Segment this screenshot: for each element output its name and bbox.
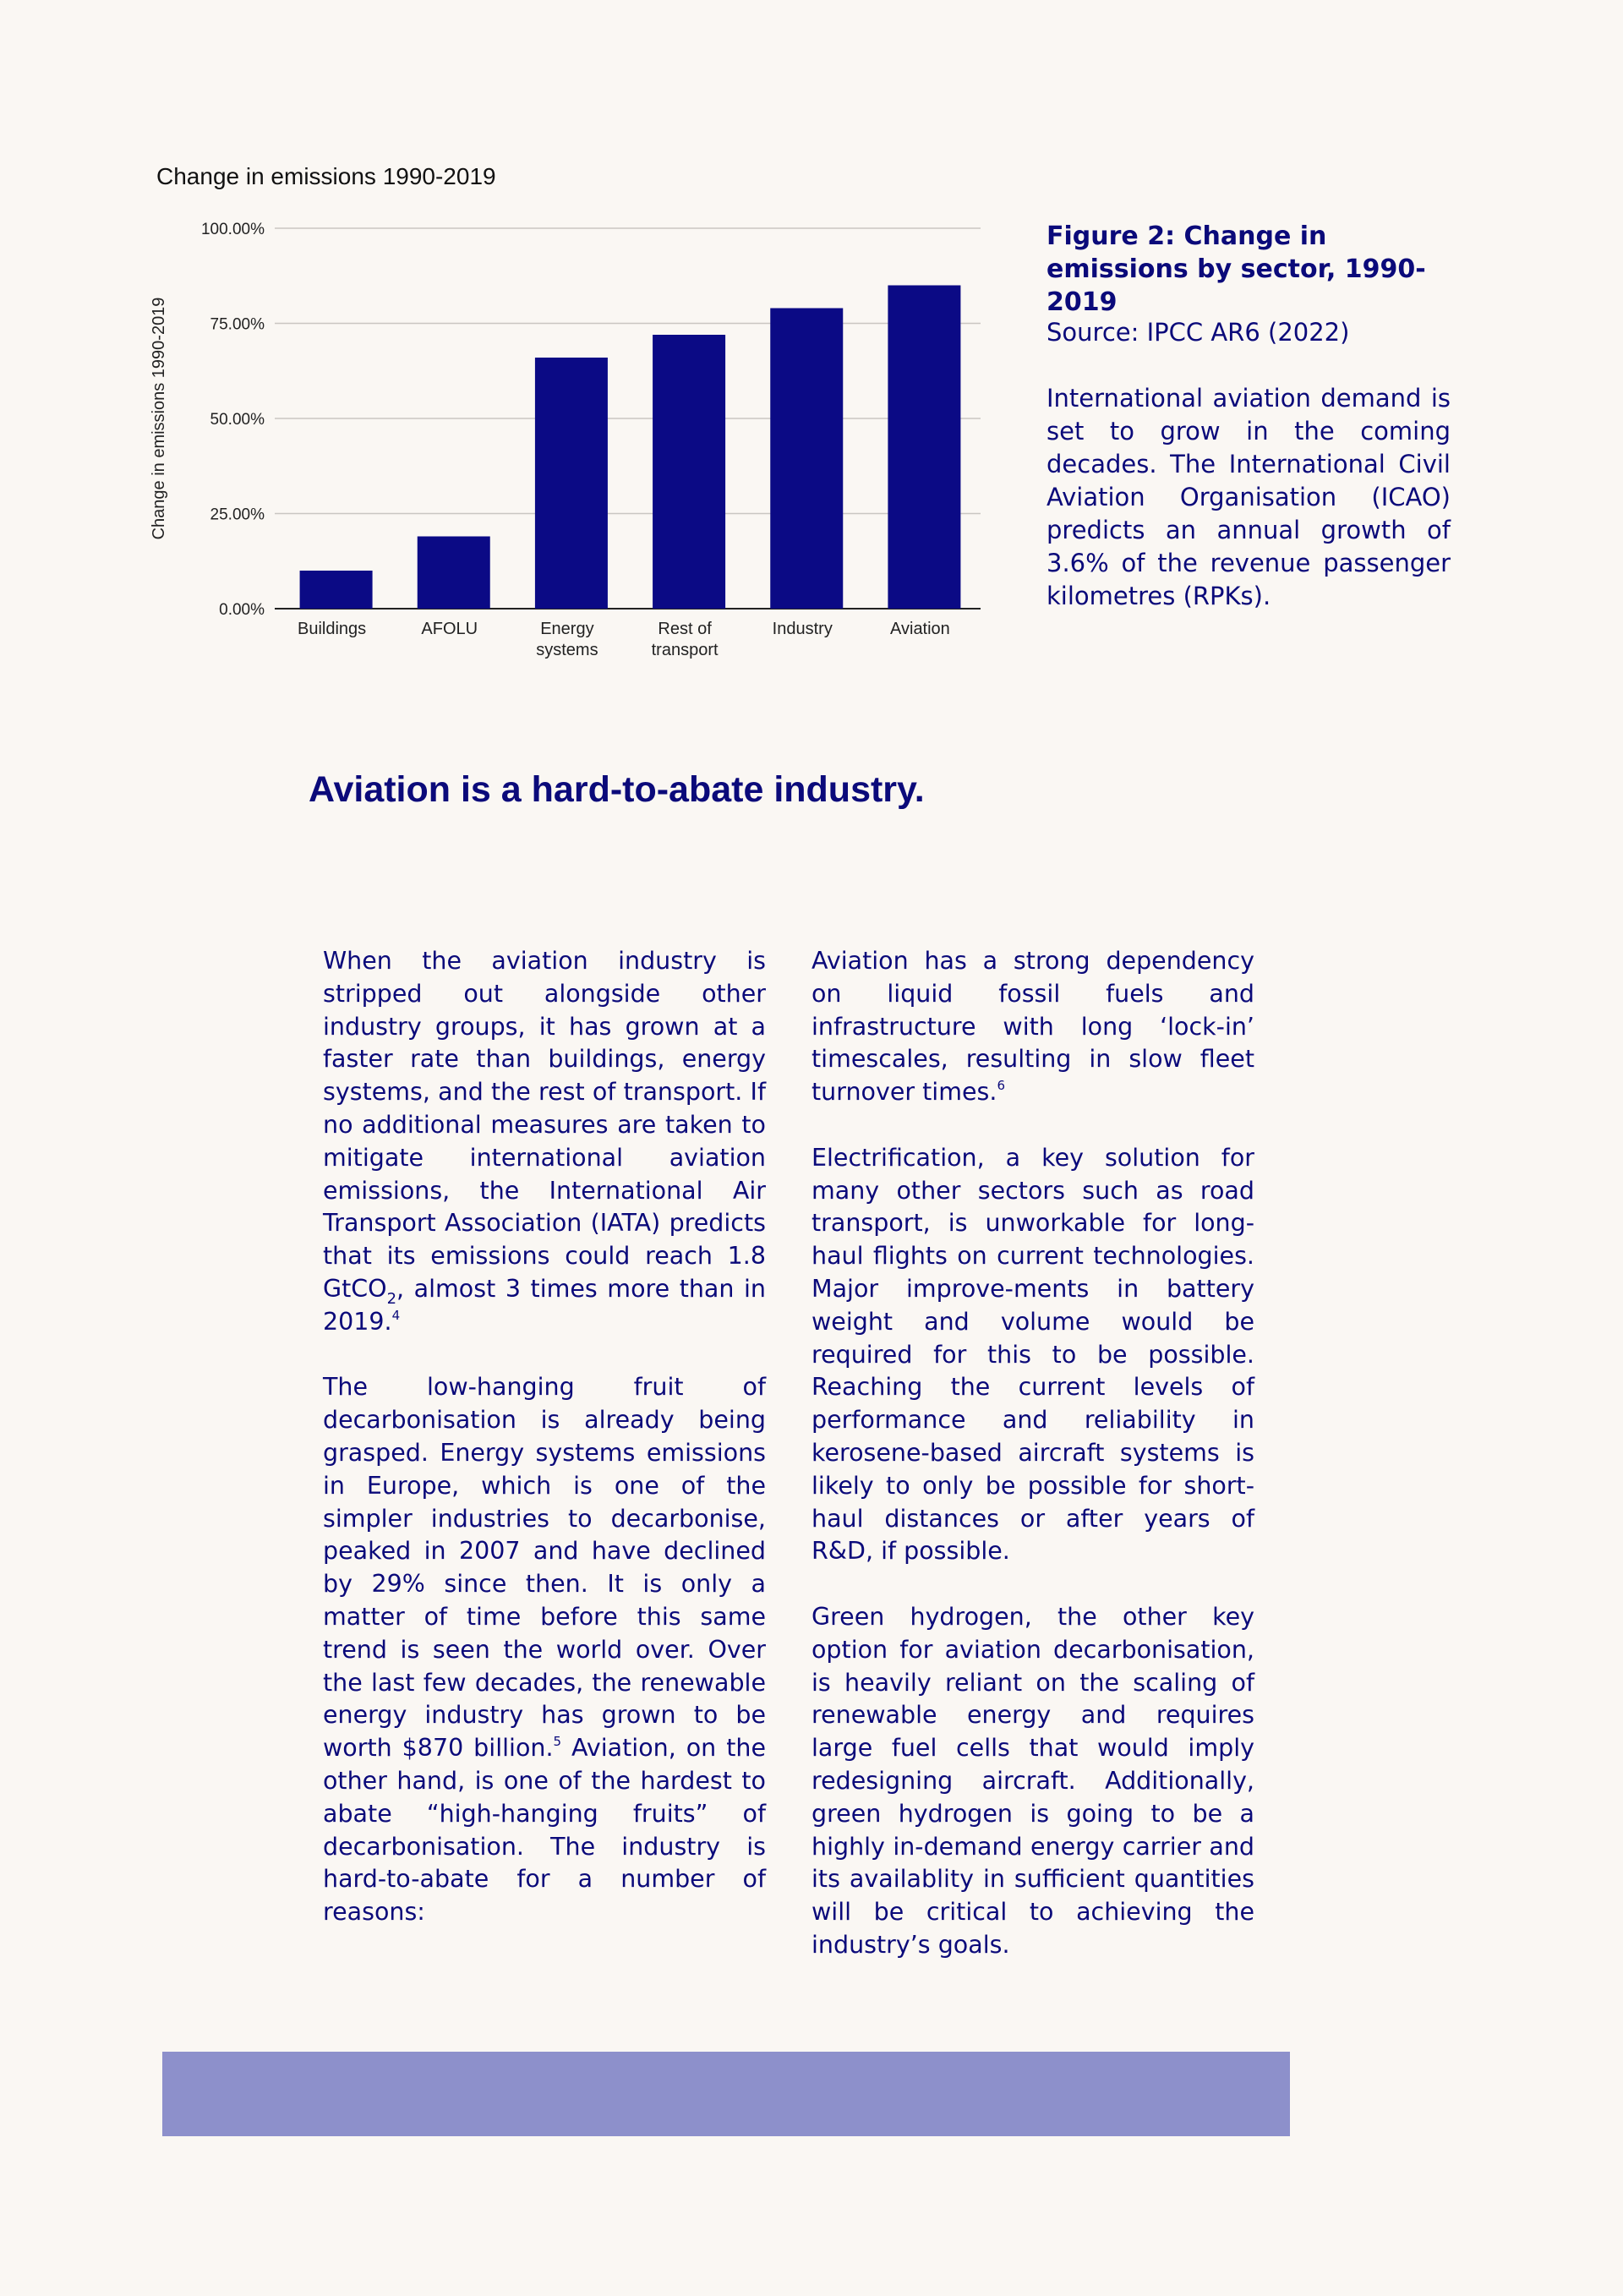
bar [535,358,608,609]
x-tick-label: Rest of [658,620,712,638]
figure-source: Source: IPCC AR6 (2022) [1046,318,1350,347]
y-tick-label: 50.00% [210,411,265,429]
x-tick-label: Buildings [297,620,367,638]
emissions-bar-chart [148,203,1002,676]
footnote-ref: 6 [997,1078,1005,1094]
x-tick-label: Aviation [890,620,950,638]
y-tick-label: 25.00% [210,506,265,524]
y-axis-label: Change in emissions 1990-2019 [150,297,168,540]
figure-caption: Figure 2: Change in emissions by sector, 1990-2019 [1046,221,1426,317]
x-tick-label: Industry [772,620,833,638]
x-tick-label: systems [536,641,598,659]
bar [888,286,960,610]
left-paragraph-1: When the aviation industry is stripped out alongside other industry groups, it has grown at a faster rate than buildings, energy systems, and the rest of transport. If no additional measures are taken to mitigate international aviation emissions, the International Air Transport Association (IATA) predicts that its emissions could reach 1.8 GtCO$_2$, almost 3 times more than in 2019.$^4$ [323,947,766,1336]
chart-title: Change in emissions 1990-2019 [156,163,496,189]
y-tick-label: 0.00% [219,601,265,619]
bar [300,571,373,609]
footnote-ref: 4 [391,1307,401,1323]
figure-description: International aviation demand is set to grow in the coming decades. The International Civil Aviation Organisation (ICAO) predicts an annual growth of 3.6% of the revenue passenger kilometres (RPKs). [1046,384,1451,610]
right-text-column [812,945,1254,1995]
right-paragraph-3: Green hydrogen, the other key option for aviation decarbonisation, is heavily reliant on the scaling of renewable energy and requires large fuel cells that would imply redesigning aircraft. Additionally, green hydrogen is going to be a highly in-demand energy carrier and its availablity in sufficient quantities will be critical to achieving the industry’s goals. [812,1602,1254,1959]
right-paragraph-1: Aviation has a strong dependency on liquid fossil fuels and infrastructure with long ‘lock-in’ timescales, resulting in slow fleet turnover times.$^6$ [812,947,1254,1107]
bar [653,335,725,609]
footnote-ref: 5 [553,1734,562,1750]
x-tick-label: transport [651,641,719,659]
x-tick-label: AFOLU [421,620,478,638]
x-tick-label: Energy [540,620,594,638]
bar [770,309,843,610]
left-text-column [323,945,766,1962]
y-tick-label: 75.00% [210,315,265,334]
y-tick-label: 100.00% [200,221,265,238]
bar [418,537,490,610]
right-paragraph-2: Electrification, a key solution for many other sectors such as road transport, is unworkable for long-haul flights on current technologies. Major improve-ments in battery weight and volume would be required for this to be possible. Reaching the current levels of performance and reliability in kerosene-based aircraft systems is likely to only be possible for short-haul distances or after years of R&D, if possible. [812,1143,1254,1566]
footer-band [162,2052,1290,2136]
left-paragraph-2: The low-hanging fruit of decarbonisation is already being grasped. Energy systems emissions in Europe, which is one of the simpler industries to decarbonise, peaked in 2007 and have declined by 29% since then. It is only a matter of time before this same trend is seen the world over. Over the last few decades, the renewable energy industry has grown to be worth $870 billion.$^5$ Aviation, on the other hand, is one of the hardest to abate “high-hanging fruits” of decarbonisation. The industry is hard-to-abate for a number of reasons: [323,1373,766,1927]
section-heading: Aviation is a hard-to-abate industry. [309,769,925,810]
